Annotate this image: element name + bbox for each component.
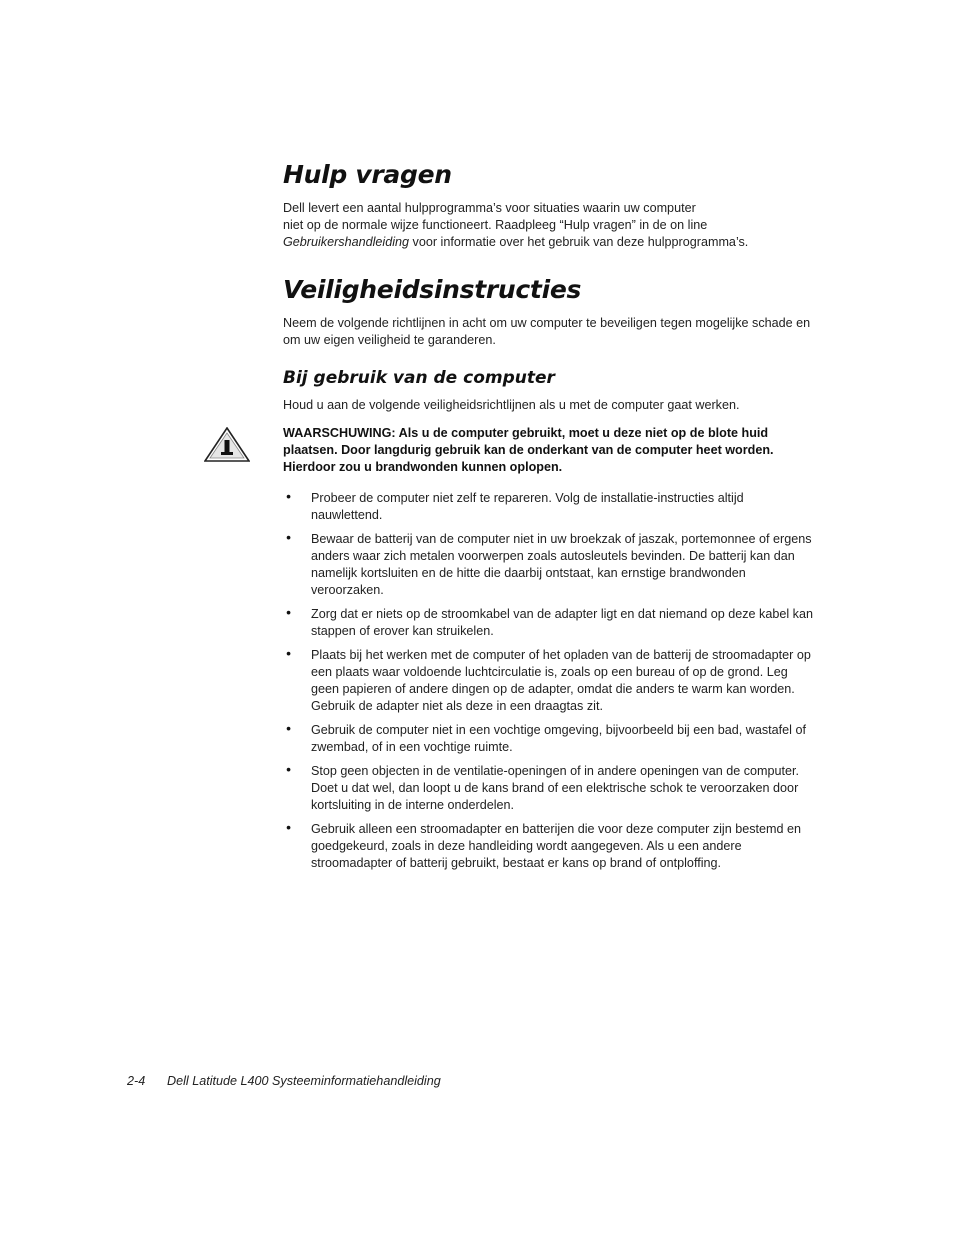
list-item [283, 531, 813, 599]
list-item [283, 606, 813, 640]
safety-intro: Neem de volgende richtlijnen in acht om uw computer te beveiligen tegen mogelijke schade en om uw eigen veiligheid te garanderen. [283, 316, 811, 347]
list-item [283, 722, 813, 756]
bullet-icon: • [286, 720, 291, 736]
list-item-text: Gebruik de computer niet in een vochtige omgeving, bijvoorbeeld bij een bad, wastafel of zwembad, of in een vochtige ruimte. [311, 723, 806, 754]
usage-intro: Houd u aan de volgende veiligheidsrichtlijnen als u met de computer gaat werken. [283, 398, 740, 412]
warning-triangle-icon [204, 427, 250, 463]
list-item-text: Bewaar de batterij van de computer niet in uw broekzak of jaszak, portemonnee of ergens anders waar zich metalen voorwerpen zoals autosleutels bevinden. De batterij kan dan namelijk kortsluiten en de hitte die daarbij ontstaat, kan ernstige brandwonden veroorzaken. [311, 532, 812, 597]
bullet-icon: • [286, 529, 291, 545]
help-paragraph [283, 200, 813, 251]
page-footer [127, 1074, 441, 1088]
list-item [283, 647, 813, 715]
help-paragraph-line1: Dell levert een aantal hulpprogramma’s voor situaties waarin uw computer [283, 201, 696, 215]
list-item-text: Zorg dat er niets op de stroomkabel van de adapter ligt en dat niemand op deze kabel kan stappen of erover kan struikelen. [311, 607, 813, 638]
footer-doc-title: Dell Latitude L400 Systeeminformatiehandleiding [167, 1074, 441, 1088]
list-item-text: Stop geen objecten in de ventilatie-openingen of in andere openingen van de computer. Doet u dat wel, dan loopt u de kans brand of een elektrische schok te veroorzaken door kortsluiting in de interne onderdelen. [311, 764, 800, 812]
safety-section-title: Veiligheidsinstructies [283, 275, 582, 304]
bullet-icon: • [286, 761, 291, 777]
list-item-text: Gebruik alleen een stroomadapter en batterijen die voor deze computer zijn bestemd en goedgekeurd, zoals in deze handleiding wordt aangegeven. Als u een andere stroomadapter of batterij gebruikt, bestaat er kans op brand of ontploffing. [311, 822, 802, 870]
list-item [283, 490, 813, 524]
list-item-text: Probeer de computer niet zelf te repareren. Volg de installatie-instructies altijd nauwlettend. [311, 491, 744, 522]
help-paragraph-italic: Gebruikershandleiding [283, 235, 410, 249]
help-section-title: Hulp vragen [283, 160, 452, 189]
usage-subtitle: Bij gebruik van de computer [283, 368, 555, 388]
bullet-icon: • [286, 604, 291, 620]
safety-bullet-list [283, 490, 813, 872]
list-item [283, 763, 813, 814]
page-number: 2-4 [127, 1074, 146, 1088]
warning-block [283, 425, 813, 476]
bullet-icon: • [286, 488, 291, 504]
bullet-icon: • [286, 819, 291, 835]
warning-text: WAARSCHUWING: Als u de computer gebruikt, moet u deze niet op de blote huid plaatsen. Door langdurig gebruik kan de onderkant van de computer heet worden. Hierdoor zou u brandwonden kunnen oplopen. [283, 426, 774, 474]
help-paragraph-line2: niet op de normale wijze functioneert. Raadpleeg “Hulp vragen” in de on line [283, 218, 708, 232]
page-content [283, 158, 813, 879]
help-paragraph-line3: voor informatie over het gebruik van deze hulpprogramma’s. [409, 235, 749, 249]
list-item [283, 821, 813, 872]
bullet-icon: • [286, 645, 291, 661]
list-item-text: Plaats bij het werken met de computer of het opladen van de batterij de stroomadapter op een plaats waar voldoende luchtcirculatie is, zoals op een bureau of op de grond. Leg geen papieren of andere dingen op de adapter, omdat die anders te warm kan worden. Gebruik de adapter niet als deze in een draagtas zit. [311, 648, 811, 713]
